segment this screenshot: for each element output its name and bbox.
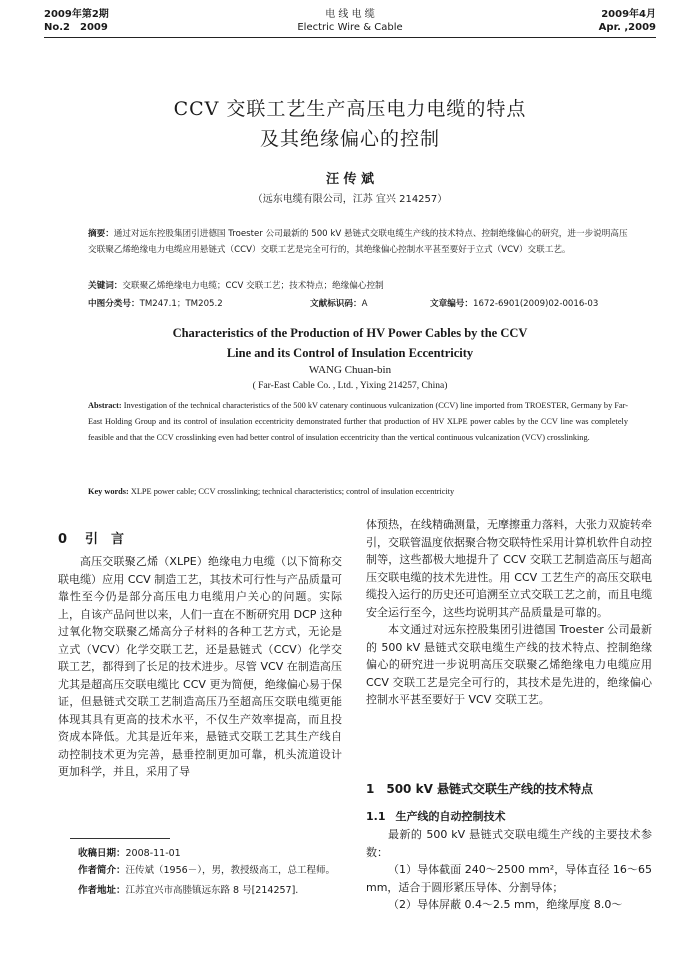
english-title	[0, 323, 700, 363]
parameter-item-2: （2）导体屏蔽 0.4～2.5 mm，绝缘厚度 8.0～	[388, 898, 623, 911]
author-address-label: 作者地址：	[78, 885, 126, 896]
abstract-en-label: Abstract:	[88, 401, 122, 410]
section-0-heading	[58, 528, 124, 547]
continued-paragraph: 体预热，在线精确测量，无摩擦重力落料，大张力双旋转牵引，交联管温度依据聚合物交联特性采用计算机软件自动控制等，这些都极大地提升了 CCV 交联工艺制造高压与超高压交联电缆的技术先进性。用 CCV 工艺生产的高压交联电缆投入运行的历史还可追溯至立式交联工艺之前，而且电缆安全运行至今，这些均说明其产品质量是可靠的。	[366, 518, 652, 619]
header-left	[44, 8, 109, 34]
author-bio-label: 作者简介：	[78, 865, 126, 876]
author-bio-value: 汪传斌（1956－），男，教授级高工，总工程师。	[125, 865, 335, 876]
date-cn: 2009年4月	[601, 9, 656, 20]
author-en: WANG Chuan-bin	[308, 364, 392, 376]
section-1-1-title: 生产线的自动控制技术	[395, 810, 506, 823]
article-no-value: 1672-6901(2009)02-0016-03	[472, 299, 599, 309]
section-0-title: 引 言	[85, 532, 125, 547]
introduction-paragraph: 高压交联聚乙烯（XLPE）绝缘电力电缆（以下简称交联电缆）应用 CCV 制造工艺，其技术可行性与产品质量可靠性至今仍是部分高压电力电缆用户关心的问题。实际上，自该产品问世以来，人们一直在不断研究用 DCP 这种过氧化物交联聚乙烯高分子材料的各种工艺方式，无论是立式（VCV）化学交联工艺，还是悬链式（CCV）化学交联工艺，都得到了长足的技术进步。尽管 VCV 在制造高压尤其是超高压交联电缆比 CCV 更为简便，绝缘偏心易于保证，但悬链式交联工艺制造高压乃至超高压交联电缆更能体现其具有更高的技术水平，不仅生产效率提高，而且投资成本降低。尤其是近年来，悬链式交联工艺其生产线自动控制技术更为完善，悬垂控制更加可靠，机头流道设计更加科学，并且，采用了导	[58, 555, 342, 778]
issue-en: No.2 2009	[44, 22, 108, 33]
doc-code-value: A	[361, 299, 368, 309]
author-address-value: 江苏宜兴市高塍镇远东路 8 号[214257].	[125, 885, 299, 896]
footnote-rule	[70, 838, 170, 839]
header-rule	[44, 37, 656, 38]
received-label: 收稿日期：	[78, 848, 126, 859]
article-no-label: 文章编号：	[430, 299, 473, 309]
abstract-en	[88, 398, 628, 446]
classification-row	[88, 296, 628, 312]
keywords-en-label: Key words:	[88, 487, 129, 496]
header-center	[250, 8, 450, 34]
abstract-cn-text: 通过对远东控股集团引进德国 Troester 公司最新的 500 kV 悬链式交联电缆生产线的技术特点、控制绝缘偏心的研究，进一步说明高压交联聚乙烯绝缘电力电缆应用悬链式（CCV）交联工艺是完全可行的，其绝缘偏心控制水平甚至要好于立式（VCV）交联工艺。	[88, 229, 628, 255]
clc-label: 中图分类号：	[88, 299, 140, 309]
english-title-line-2: Line and its Control of Insulation Eccentricity	[226, 346, 474, 360]
issue-cn: 2009年第2期	[44, 9, 109, 20]
header-right	[599, 8, 656, 34]
purpose-paragraph: 本文通过对远东控股集团引进德国 Troester 公司最新的 500 kV 悬链式交联电缆生产线的技术特点、控制绝缘偏心的研究进一步说明高压交联聚乙烯绝缘电力电缆应用 CCV 交联工艺是完全可行的，其技术是先进的，绝缘偏心控制水平甚至要好于 VCV 交联工艺。	[366, 623, 652, 706]
received-value: 2008-11-01	[125, 848, 181, 859]
parameter-item-1: （1）导体截面 240～2500 mm²，导体直径 16～65 mm，适合于圆形紧压导体、分割导体；	[366, 863, 652, 894]
paper-title	[0, 96, 700, 152]
affiliation-cn: （远东电缆有限公司，江苏 宜兴 214257）	[252, 194, 448, 205]
footnote	[78, 846, 344, 899]
section-1-heading	[366, 780, 593, 797]
keywords-cn-label: 关键词：	[88, 281, 123, 291]
doc-code-label: 文献标识码：	[310, 299, 362, 309]
section-1-number: 1	[366, 782, 375, 796]
keywords-en-text: XLPE power cable; CCV crosslinking; technical characteristics; control of insulation eccentricity	[128, 487, 455, 496]
keywords-cn-text: 交联聚乙烯绝缘电力电缆；CCV 交联工艺；技术特点；绝缘偏心控制	[122, 281, 384, 291]
affiliation-en: ( Far-East Cable Co. , Ltd. , Yixing 214257, China)	[252, 381, 448, 391]
abstract-cn-label: 摘要：	[88, 229, 114, 239]
right-column-lower-text	[366, 826, 652, 914]
english-title-line-1: Characteristics of the Production of HV Power Cables by the CCV	[172, 326, 528, 340]
title-line-2: 及其绝缘偏心的控制	[259, 128, 440, 150]
parameters-intro: 最新的 500 kV 悬链式交联电缆生产线的主要技术参数：	[366, 828, 652, 859]
keywords-en	[88, 484, 628, 500]
right-column-text	[366, 516, 652, 709]
abstract-cn	[88, 226, 628, 258]
clc-value: TM247.1；TM205.2	[139, 299, 223, 309]
section-1-1-heading	[366, 808, 506, 824]
section-1-title: 500 kV 悬链式交联生产线的技术特点	[386, 782, 594, 796]
abstract-en-text: Investigation of the technical characteristics of the 500 kV catenary continuous vulcanization (CCV) line imported from TROESTER, Germany by Far-East Holding Group and its control of insulation eccentricity demonstrated further that production of HV XLPE power cables by the CCV line was completely feasible and that the CCV crosslinking even had better control of insulation eccentricity than the vertical continuous vulcanization (VCV) crosslinking.	[88, 401, 628, 442]
journal-name-cn: 电 线 电 缆	[325, 9, 375, 20]
journal-name-en: Electric Wire & Cable	[297, 22, 403, 33]
title-line-1: CCV 交联工艺生产高压电力电缆的特点	[173, 98, 527, 120]
section-0-number: 0	[58, 532, 68, 547]
keywords-cn	[88, 278, 628, 294]
section-1-1-number: 1.1	[366, 810, 386, 823]
author-cn: 汪 传 斌	[325, 172, 375, 187]
date-en: Apr. ,2009	[598, 22, 656, 33]
left-column-text	[58, 553, 342, 781]
